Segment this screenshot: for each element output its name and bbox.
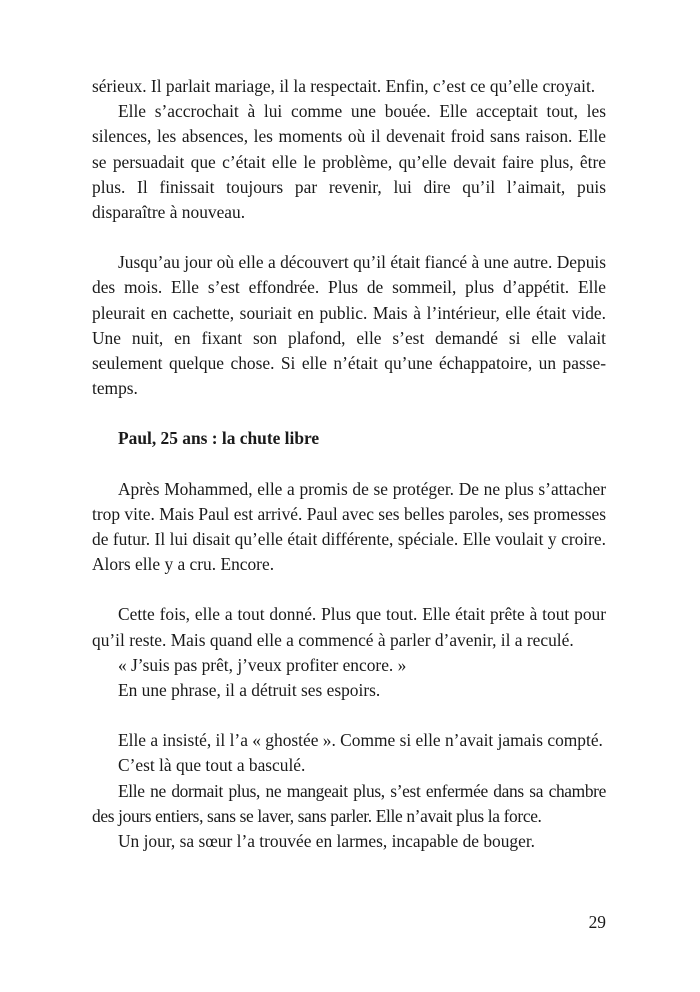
paragraph: Elle a insisté, il l’a « ghostée ». Comme si elle n’avait jamais compté. [118, 730, 603, 751]
paragraph: Un jour, sa sœur l’a trouvée en larmes, incapable de bouger. [118, 831, 536, 852]
paragraph: C’est là que tout a basculé. [118, 755, 306, 776]
paragraph: Cette fois, elle a tout donné. Plus que tout. Elle était prête à tout pour qu’il reste. Mais quand elle a commencé à parler d’avenir, il a reculé. [92, 604, 606, 650]
paragraph-gap [92, 703, 606, 728]
paragraph: En une phrase, il a détruit ses espoirs. [118, 680, 381, 701]
section-heading: Paul, 25 ans : la chute libre [118, 428, 320, 449]
paragraph: Après Mohammed, elle a promis de se protéger. De ne plus s’attacher trop vite. Mais Paul est arrivé. Paul avec ses belles paroles, ses promesses de futur. Il lui disait qu’elle était différente, spéciale. Elle voulait y croire. Alors elle y a cru. Encore. [92, 478, 606, 575]
paragraph: Jusqu’au jour où elle a découvert qu’il était fiancé à une autre. Depuis des mois. Elle s’est effondrée. Plus de sommeil, plus d’appétit. Elle pleurait en cachette, souriait en public. Mais à l’intérieur, elle était vide. Une nuit, en fixant son plafond, elle s’est demandé si elle valait seulement quelque chose. Si elle n’était qu’une échappatoire, un passe-temps. [92, 252, 606, 399]
paragraph-gap [92, 225, 606, 250]
page-body [92, 74, 606, 854]
paragraph-gap [92, 401, 606, 426]
paragraph: Elle s’accrochait à lui comme une bouée. Elle acceptait tout, les silences, les absences, les moments où il devenait froid sans raison. Elle se persuadait que c’était elle le problème, qu’elle devait faire plus, être plus. Il finissait toujours par revenir, lui dire qu’il l’aimait, puis disparaître à nouveau. [92, 101, 606, 223]
quote-line: « J’suis pas prêt, j’veux profiter encore. » [118, 654, 407, 675]
paragraph-gap [92, 452, 606, 477]
paragraph-gap [92, 577, 606, 602]
page-number: 29 [588, 912, 606, 932]
paragraph-continuation: sérieux. Il parlait mariage, il la respectait. Enfin, c’est ce qu’elle croyait. [92, 76, 596, 96]
paragraph: Elle ne dormait plus, ne mangeait plus, s’est enfermée dans sa chambre des jours entiers, sans se laver, sans parler. Elle n’avait plus la force. [92, 780, 606, 826]
